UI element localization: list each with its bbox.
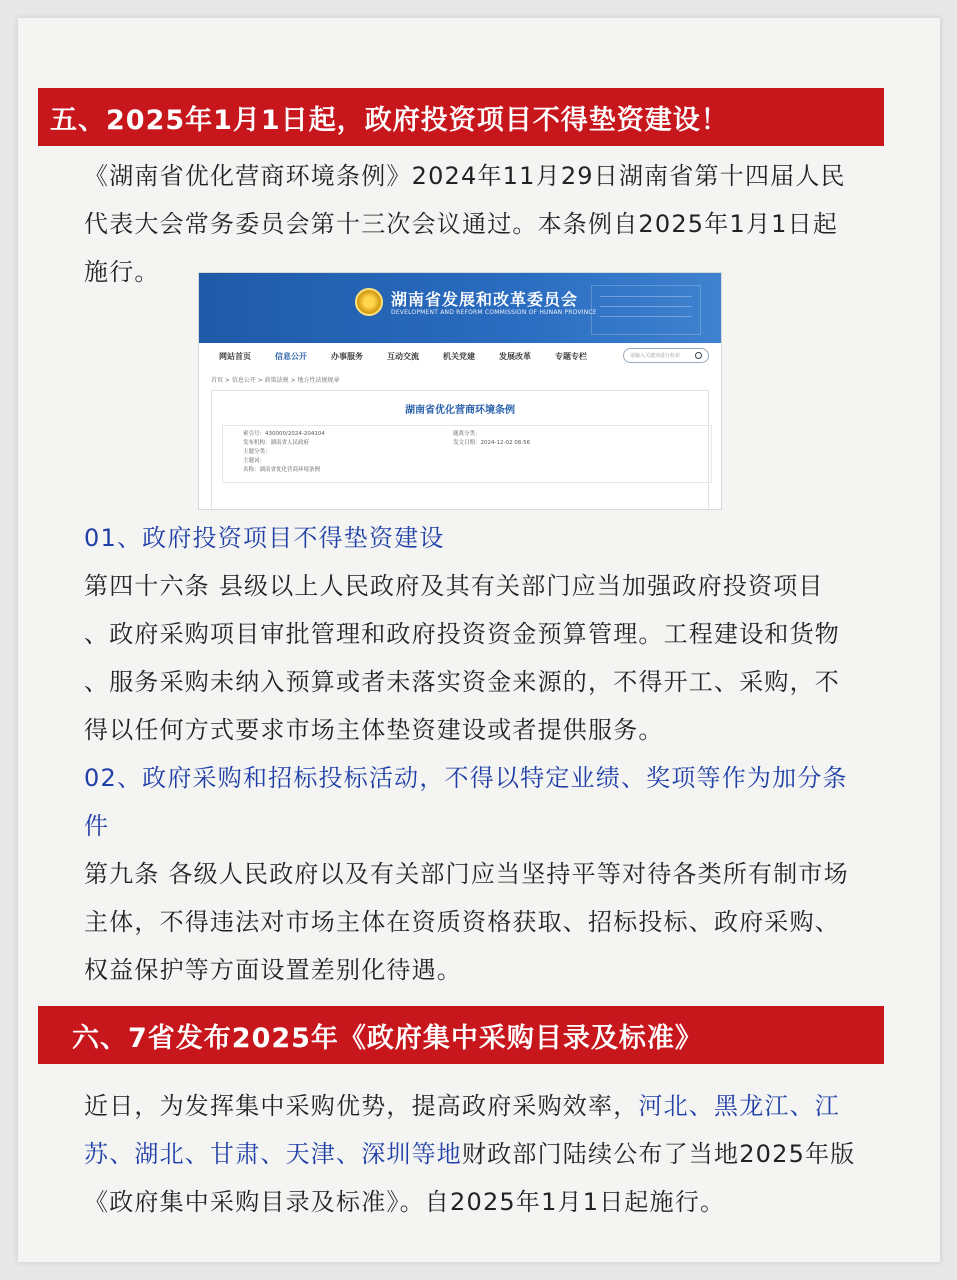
title-line: 件 [84,812,110,840]
meta-value: 发文日期：2024-12-02 08:56 [453,440,531,446]
intro-line: 《湖南省优化营商环境条例》2024年11月29日湖南省第十四届人民 [84,162,846,190]
item1-body [84,562,884,754]
intro-line: 施行。 [84,258,160,286]
site-title: 湖南省发展和改革委员会 [391,290,579,309]
province-highlight: 河北、黑龙江、江 [638,1092,841,1120]
meta-value: 发布机构：湖南省人民政府 [243,440,310,446]
body-line: 得以任何方式要求市场主体垫资建设或者提供服务。 [84,716,664,744]
site-header [199,273,721,343]
section5-banner: 五、2025年1月1日起，政府投资项目不得垫资建设！ [38,88,884,146]
site-nav [199,343,721,369]
embedded-website-screenshot [198,272,722,510]
document-card [211,390,709,510]
item2-body [84,850,884,994]
nav-item: 专题专栏 [555,351,587,361]
building-graphic-icon [591,285,701,335]
text-span: 近日，为发挥集中采购优势，提高政府采购效率， [84,1092,639,1120]
meta-value: 名称：湖南省优化营商环境条例 [243,467,321,473]
province-highlight: 苏、湖北、甘肃、天津、深圳等地 [84,1140,462,1168]
meta-value: 题裁分类： [453,431,481,437]
meta-value: 主题词： [243,458,266,464]
body-line: 、政府采购项目审批管理和政府投资资金预算管理。工程建设和货物 [84,620,840,648]
nav-item: 机关党建 [443,351,475,361]
title-line: 02、政府采购和招标投标活动，不得以特定业绩、奖项等作为加分条 [84,764,848,792]
body-line: 第四十六条 县级以上人民政府及其有关部门应当加强政府投资项目 [84,572,824,600]
body-line: 第九条 各级人民政府以及有关部门应当坚持平等对待各类所有制市场 [84,860,849,888]
body-line: 权益保护等方面设置差别化待遇。 [84,956,462,984]
body-line: 、服务采购未纳入预算或者未落实资金来源的，不得开工、采购，不 [84,668,840,696]
section6-banner: 六、7省发布2025年《政府集中采购目录及标准》 [38,1006,884,1064]
site-search-box: 请输入关键词进行检索 [623,348,709,363]
item2-title [84,754,884,850]
text-span: 财政部门陆续公布了当地2025年版 [462,1140,856,1168]
intro-line: 代表大会常务委员会第十三次会议通过。本条例自2025年1月1日起 [84,210,839,238]
nav-item: 网站首页 [219,351,251,361]
document-title: 湖南省优化营商环境条例 [405,405,515,416]
nav-item: 发展改革 [499,351,531,361]
site-breadcrumb: 首页 > 信息公开 > 政策法规 > 地方性法规规章 [211,377,340,384]
body-line: 主体，不得违法对市场主体在资质资格获取、招标投标、政府采购、 [84,908,840,936]
body-line: 《政府集中采购目录及标准》。自2025年1月1日起施行。 [84,1188,726,1216]
meta-value: 索引号：430000/2024-204104 [243,431,325,437]
body-line [84,1082,884,1130]
nav-item: 信息公开 [275,351,307,361]
national-emblem-icon [355,288,383,316]
body-line [84,1130,884,1178]
nav-item: 互动交流 [387,351,419,361]
nav-item: 办事服务 [331,351,363,361]
meta-value: 主题分类： [243,449,271,455]
section6-body [84,1082,884,1226]
site-english-title: DEVELOPMENT AND REFORM COMMISSION OF HUNAN PROVINCE [391,309,597,316]
item1-title: 01、政府投资项目不得垫资建设 [84,524,445,552]
document-meta [222,425,712,483]
